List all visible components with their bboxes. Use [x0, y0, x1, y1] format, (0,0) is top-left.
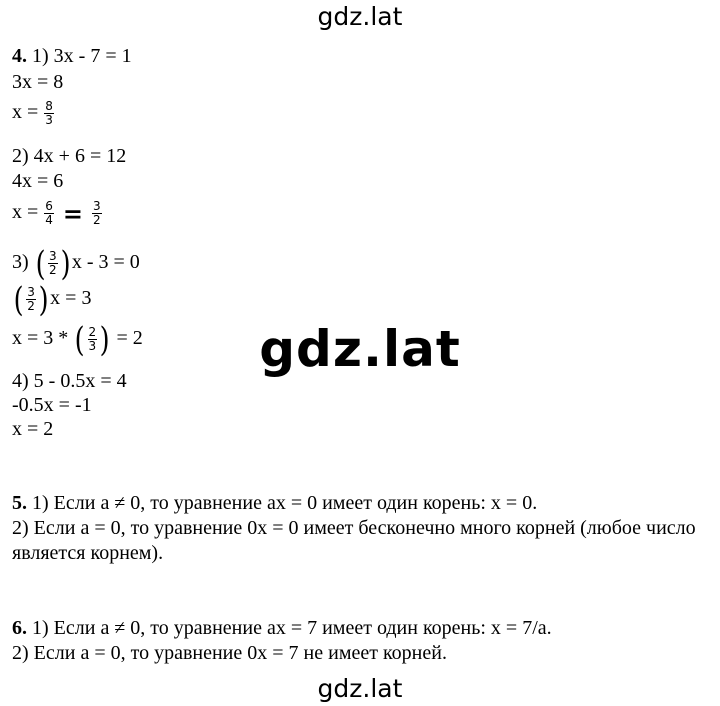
- fraction-denominator: 3: [45, 113, 53, 127]
- task4-p1-step: 3x = 8: [12, 71, 64, 93]
- task4-p4-result: x = 2: [12, 418, 54, 440]
- task5-number: 5.: [12, 492, 27, 514]
- task4-p2-result: [12, 200, 103, 227]
- task4-p3-result-prefix: x = 3 *: [12, 327, 69, 350]
- fraction-numerator: 8: [45, 99, 53, 113]
- fraction-denominator: 3: [88, 339, 97, 353]
- fraction-numerator: 3: [93, 199, 101, 213]
- task4-p3-eq-rest: x - 3 = 0: [71, 251, 140, 274]
- task4-p2-step: 4x = 6: [12, 170, 64, 192]
- watermark-bottom: gdz.lat: [317, 674, 403, 703]
- paren-fraction: ( $\frac{2}{3}$ ): [74, 319, 110, 360]
- paren-fraction: ( $\frac{3}{2}$ ): [35, 243, 71, 284]
- task4-p3-label: 3): [12, 251, 29, 274]
- task6-number: 6.: [12, 617, 27, 639]
- fraction-numerator: 6: [45, 199, 53, 213]
- task4-p4-step: -0.5x = -1: [12, 394, 92, 416]
- fraction-denominator: 2: [27, 299, 35, 313]
- task4-p3-step-rest: x = 3: [50, 287, 92, 310]
- fraction-denominator: 2: [48, 263, 57, 277]
- task4-p3-result-suffix: = 2: [116, 327, 143, 350]
- task4-p1-result-prefix: x =: [12, 101, 39, 124]
- task4-number: 4.: [12, 45, 27, 67]
- fraction-numerator: 2: [88, 325, 97, 339]
- watermark-center: gdz.lat: [259, 320, 461, 378]
- task4-p4-equation: 4) 5 - 0.5x = 4: [12, 370, 127, 392]
- task4-p3-step-fraction: [26, 286, 36, 313]
- fraction-numerator: 3: [48, 249, 57, 263]
- task4-p3-step: [12, 279, 92, 320]
- watermark-top: gdz.lat: [317, 2, 403, 31]
- task6-line-2: 2) Если a = 0, то уравнение 0x = 7 не имеет корней.: [12, 642, 447, 664]
- task4-p3-fraction: [48, 250, 58, 277]
- task5-line-1: [12, 492, 537, 514]
- fraction-numerator: 3: [27, 285, 35, 299]
- task5-line-3: является корнем).: [12, 542, 164, 564]
- task4-p2-equation: 2) 4x + 6 = 12: [12, 145, 127, 167]
- equals-sign: =: [62, 199, 84, 228]
- task4-p1-eq: 1) 3x - 7 = 1: [32, 45, 132, 67]
- task5-line-2: 2) Если a = 0, то уравнение 0x = 0 имеет бесконечно много корней (любое число: [12, 517, 696, 539]
- task6-text-1: 1) Если a ≠ 0, то уравнение ax = 7 имеет один корень: x = 7/a.: [32, 617, 552, 639]
- fraction-denominator: 2: [93, 213, 101, 227]
- task4-p1-result: [12, 100, 55, 127]
- task6-line-1: [12, 617, 552, 639]
- task4-p1-fraction: [44, 100, 54, 127]
- task4-p2-result-prefix: x =: [12, 201, 39, 224]
- fraction-denominator: 4: [45, 213, 53, 227]
- task4-p2-fraction-2: [92, 200, 102, 227]
- task5-text-1: 1) Если a ≠ 0, то уравнение ax = 0 имеет один корень: x = 0.: [32, 492, 538, 514]
- task4-p3-equation: [12, 243, 140, 284]
- task4-p2-fraction-1: [44, 200, 54, 227]
- paren-fraction: ( $\frac{3}{2}$ ): [13, 279, 49, 320]
- task4-p1-equation: [12, 45, 132, 67]
